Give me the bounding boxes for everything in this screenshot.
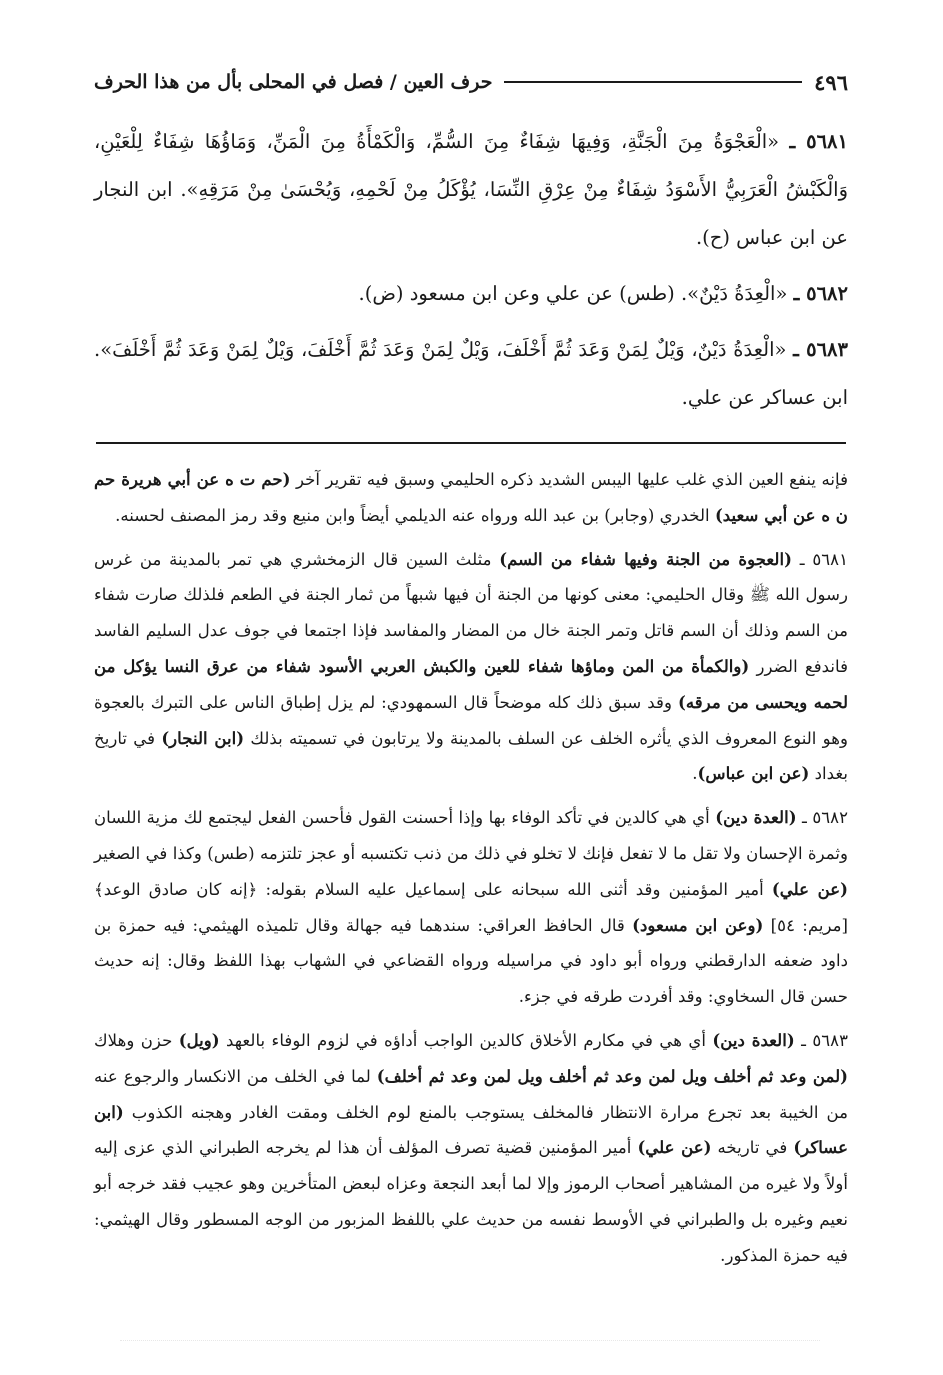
commentary-number: ٥٦٨٣ ـ bbox=[794, 1030, 849, 1050]
commentary-citation: (ابن عساكر) bbox=[94, 1101, 848, 1158]
commentary-paragraph bbox=[94, 800, 848, 1015]
hadith-source: ابن النجار عن ابن عباس (ح). bbox=[94, 178, 848, 249]
commentary-quote: (ويل) bbox=[178, 1029, 220, 1050]
hadith-number: ٥٦٨١ ـ bbox=[789, 130, 848, 153]
hadith-text: «الْعِدَةُ دَيْنٌ، وَيْلٌ لِمَنْ وَعَدَ ثُمَّ أَخْلَفَ، وَيْلٌ لِمَنْ وَعَدَ ثُمَّ أَخْلَفَ، وَيْلٌ لِمَنْ وَعَدَ ثُمَّ أَخْلَفَ». bbox=[94, 338, 787, 361]
commentary-text: لما في الخلف من الانكسار والرجوع عنه من الخيبة بعد تجرع مرارة الانتظار فالمخلف يستوجب بالمنع لوم الخلف ومقت الغادر وهجنه الكذوب bbox=[94, 1066, 848, 1122]
commentary-text: في تاريخه bbox=[711, 1138, 794, 1158]
commentary-quote: (العدة دين) bbox=[715, 807, 797, 828]
hadith-entry bbox=[94, 270, 848, 318]
hadith-number: ٥٦٨٢ ـ bbox=[793, 282, 848, 305]
running-title: حرف العين / فصل في المحلى بأل من هذا الحرف bbox=[94, 71, 493, 93]
hadith-text: «الْعِدَةُ دَيْنٌ». bbox=[680, 282, 788, 305]
commentary-citation: (عن ابن عباس) bbox=[697, 763, 810, 784]
commentary-section bbox=[94, 462, 848, 1282]
footnote-divider bbox=[96, 442, 846, 444]
commentary-quote: (والكمأة من المن وماؤها شفاء للعين والكبش العربي الأسود شفاء من عرق النسا يؤكل من لحمه ويحسى من مرقه) bbox=[94, 655, 848, 712]
hadith-number: ٥٦٨٣ ـ bbox=[793, 338, 848, 361]
commentary-text: الخدري (وجابر) بن عبد الله ورواه عنه الديلمي أيضاً وابن منيع وقد رمز المصنف لحسنه. bbox=[115, 505, 715, 525]
commentary-paragraph bbox=[94, 462, 848, 534]
hadith-entry bbox=[94, 326, 848, 422]
commentary-number: ٥٦٨٢ ـ bbox=[796, 808, 848, 828]
hadith-section bbox=[94, 118, 848, 430]
commentary-text: مثلث السين قال الزمخشري هي تمر بالمدينة من غرس رسول الله ﷺ وقال الحليمي: معنى كونها من الجنة أن فيها شبهاً من ثمار الجنة في الطعم فلذلك صارت شفاء من السم وذلك أن السم قاتل وتمر الجنة خال من المضار والمفاسد فإذا اجتمعا في جوف عدل السليم الفاسد فاندفع الضرر bbox=[94, 549, 848, 676]
commentary-text: في تاريخ بغداد bbox=[94, 728, 848, 784]
commentary-number: ٥٦٨١ ـ bbox=[791, 549, 848, 569]
scan-artifact bbox=[120, 1340, 820, 1355]
hadith-source: ابن عساكر عن علي. bbox=[681, 386, 848, 409]
commentary-text: حزن وهلاك bbox=[94, 1030, 179, 1050]
commentary-citation: (ابن النجار) bbox=[161, 727, 245, 748]
commentary-quote: (العجوة من الجنة وفيها شفاء من السم) bbox=[499, 548, 792, 569]
commentary-citation: (عن علي) bbox=[637, 1137, 712, 1158]
commentary-text: فإنه ينفع العين الذي غلب عليها اليبس الشديد ذكره الحليمي وسبق فيه تقرير آخر bbox=[290, 470, 849, 489]
commentary-text: وقد سبق ذلك كله موضحاً قال السمهودي: لم يزل إطباق الناس على التبرك بالعجوة وهو النوع المعروف الذي يأثره الخلف عن السلف بالمدينة ولا يرتابون في تسميته بذلك bbox=[94, 692, 848, 748]
commentary-citation: (حم ت ه عن أبي هريرة حم ن ه عن أبي سعيد) bbox=[94, 469, 848, 525]
commentary-text: قال الحافظ العراقي: سندهما فيه جهالة وقال تلميذه الهيثمي: فيه حمزة بن داود ضعفه الدارقطني ورواه أبو داود في مراسيله ورواه القضاعي في الشهاب بهذا اللفظ وقال: إنه حديث حسن قال السخاوي: وقد أفردت طرقه في جزء. bbox=[94, 915, 848, 1007]
hadith-source: (طس) عن علي وعن ابن مسعود (ض). bbox=[358, 282, 675, 305]
page-header bbox=[94, 62, 848, 102]
commentary-paragraph bbox=[94, 1023, 848, 1274]
commentary-citation: (عن علي) bbox=[771, 878, 848, 899]
hadith-text: «الْعَجْوَةُ مِنَ الْجَنَّةِ، وَفِيهَا شِفَاءٌ مِنَ السُّمِّ، وَالْكَمْأَةُ مِنَ الْمَنِّ، وَمَاؤُهَا شِفَاءٌ لِلْعَيْنِ، وَالْكَبْشُ الْعَرَبِيُّ الأَسْوَدُ شِفَاءٌ مِنْ عِرْقِ النِّسَا، يُؤْكَلُ مِنْ لَحْمِهِ، وَيُحْسَىٰ مِنْ مَرَقِهِ». bbox=[94, 130, 849, 201]
commentary-paragraph bbox=[94, 542, 848, 793]
commentary-text: . bbox=[692, 764, 698, 784]
hadith-entry bbox=[94, 118, 848, 262]
commentary-quote: (لمن وعد ثم أخلف ويل لمن وعد ثم أخلف ويل لمن وعد ثم أخلف) bbox=[376, 1065, 848, 1086]
commentary-text: أي هي في مكارم الأخلاق كالدين الواجب أداؤه في لزوم الوفاء بالعهد bbox=[219, 1030, 713, 1050]
header-rule bbox=[504, 81, 802, 83]
commentary-text: أي هي كالدين في تأكد الوفاء بها وإذا أحسنت القول فأحسن الفعل ليجتمع لك مزية اللسان وثمرة الإحسان ولا تقل ما لا تفعل فإنك لا تخلو في ذلك من ذنب تكتسبه أو عجز تلتزمه (طس) وكذا في الصغير bbox=[94, 808, 848, 863]
commentary-text: أمير المؤمنين وقد أثنى الله سبحانه على إسماعيل عليه السلام بقوله: ﴿إنه كان صادق الوعد﴾ [مريم: ٥٤] bbox=[94, 879, 849, 935]
page-number: ٤٩٦ bbox=[814, 69, 848, 95]
commentary-text: أمير المؤمنين قضية تصرف المؤلف أن هذا لم يخرجه الطبراني الذي عزى إليه أولاً ولا غيره من المشاهير أصحاب الرموز وإلا لما أبعد النجعة وعزاه لبعض المتأخرين وهو عجيب فقد خرجه أبو نعيم وغيره بل والطبراني في الأوسط نفسه من حديث علي باللفظ المزبور من الوجه المسطور وقال الهيثمي: فيه حمزة المذكور. bbox=[94, 1138, 848, 1265]
commentary-quote: (العدة دين) bbox=[712, 1029, 795, 1050]
commentary-citation: (وعن ابن مسعود) bbox=[632, 914, 764, 935]
